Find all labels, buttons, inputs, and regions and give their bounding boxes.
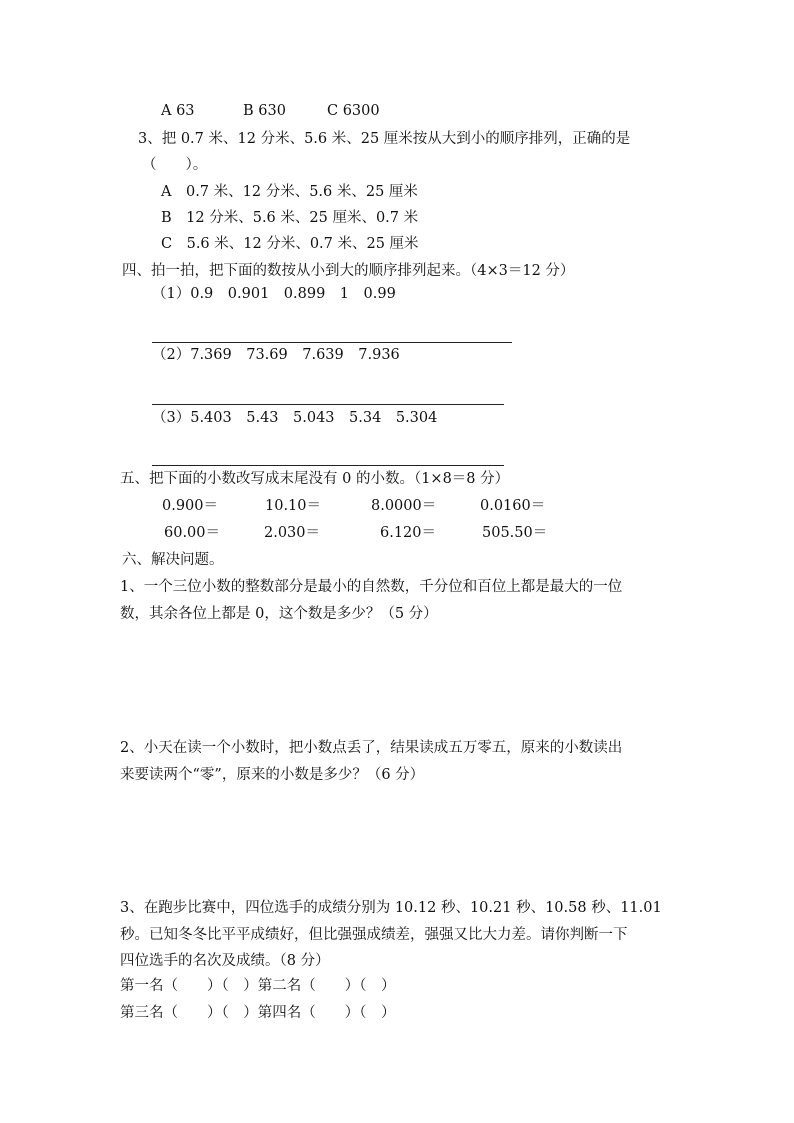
decimal-7: 6.120＝ — [380, 525, 437, 541]
q3-stem: 3、把 0.7 米、12 分米、5.6 米、25 厘米按从大到小的顺序排列，正确的是 — [138, 131, 631, 147]
section6-title: 六、解决问题。 — [122, 552, 224, 568]
decimal-4: 0.0160＝ — [480, 498, 546, 514]
section4-item-1: （1）0.9 0.901 0.899 1 0.99 — [152, 286, 396, 302]
decimal-2: 10.10＝ — [265, 498, 322, 514]
problem1-line1: 1、一个三位小数的整数部分是最小的自然数，千分位和百位上都是最大的一位 — [120, 579, 623, 595]
rank-row-1: 第一名（ ）（ ）第二名（ ）（ ） — [120, 978, 396, 994]
answer-line-2[interactable] — [152, 404, 504, 405]
q3-option-a: A 0.7 米、12 分米、5.6 米、25 厘米 — [161, 184, 418, 200]
q2-option-b: B 630 — [243, 103, 286, 119]
section4-title: 四、拍一拍，把下面的数按从小到大的顺序排列起来。（4×3＝12 分） — [122, 263, 575, 279]
q3-blank: （ ）。 — [142, 157, 208, 173]
problem2-line1: 2、小天在读一个小数时，把小数点丢了，结果读成五万零五，原来的小数读出 — [120, 740, 623, 756]
q3-option-b: B 12 分米、5.6 米、25 厘米、0.7 米 — [161, 210, 419, 226]
problem3-line1: 3、在跑步比赛中，四位选手的成绩分别为 10.12 秒、10.21 秒、10.58 秒、11.01 — [120, 900, 662, 916]
section4-item-2: （2）7.369 73.69 7.639 7.936 — [152, 347, 400, 363]
decimal-5: 60.00＝ — [164, 525, 221, 541]
problem2-line2: 来要读两个“零”，原来的小数是多少？（6 分） — [120, 767, 425, 783]
decimal-8: 505.50＝ — [482, 525, 548, 541]
q3-option-c: C 5.6 米、12 分米、0.7 米、25 厘米 — [161, 236, 419, 252]
problem1-line2: 数，其余各位上都是 0，这个数是多少？（5 分） — [120, 606, 438, 622]
problem3-line2: 秒。已知冬冬比平平成绩好，但比强强成绩差，强强又比大力差。请你判断一下 — [120, 927, 628, 943]
section4-item-3: （3）5.403 5.43 5.043 5.34 5.304 — [152, 410, 438, 426]
answer-line-1[interactable] — [152, 342, 512, 343]
q2-option-c: C 6300 — [327, 103, 380, 119]
q2-option-a: A 63 — [161, 103, 195, 119]
decimal-3: 8.0000＝ — [371, 498, 437, 514]
problem3-line3: 四位选手的名次及成绩。（8 分） — [120, 953, 330, 969]
rank-row-2: 第三名（ ）（ ）第四名（ ）（ ） — [120, 1005, 396, 1021]
section5-title: 五、把下面的小数改写成末尾没有 0 的小数。（1×8＝8 分） — [120, 471, 510, 487]
answer-line-3[interactable] — [152, 465, 504, 466]
decimal-6: 2.030＝ — [264, 525, 321, 541]
decimal-1: 0.900＝ — [162, 498, 219, 514]
